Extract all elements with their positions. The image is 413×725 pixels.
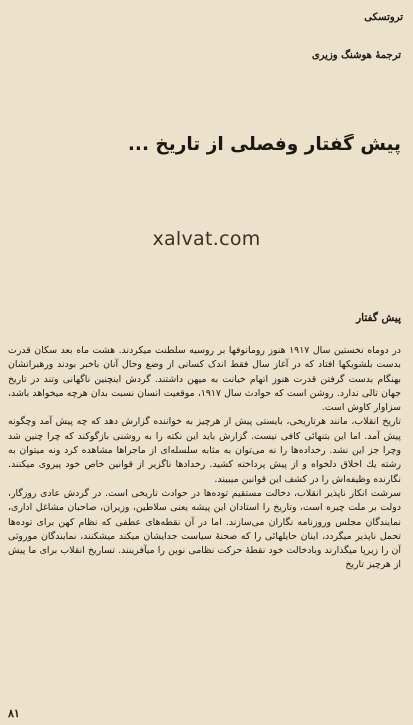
chapter-title: پیش گفتار وفصلی از تاریخ ... bbox=[127, 134, 401, 155]
section-heading: پیش گفتار bbox=[356, 312, 401, 324]
author-name: تروتسکی bbox=[364, 12, 403, 23]
watermark: xalvat.com bbox=[152, 228, 261, 250]
translator-credit: ترجمهٔ هوشنگ وزیری bbox=[311, 50, 401, 61]
page-number: ۸۱ bbox=[8, 707, 20, 720]
paragraph-2: تاریخ انقلاب، مانند هرتاریخی، بایستی پیش از هرچیز به خواننده گزارش دهد که چه پیش آمد وچگونه پیش آمد. اما این بتنهائی کافی نیست. گزارش باید این نکته را به روشنی بازگوکند که چرا چنین شد وچرا جز این نشد. رخداده‌ها را نه می‌توان به مثابه سلسله‌ای از ماجراها مشاهده کرد ونه میتوان به رشته یك اخلاق دلخواه و از پیش پرداخته کشید. رخدادها ناگزیر از قوانین خاص خود پیروی میکنند. نگارنده وظیفه‌اش را در کشف این قوانین میبیند. bbox=[8, 416, 401, 485]
paragraph-1: در دوماه نخستین سال ۱۹۱۷ هنوز رومانوفها بر روسیه سلطنت میکردند. هشت ماه بعد سکان قدرت بدست بلشویکها افتاد که در آغاز سال فقط اندک کسانی از وضع وحال آنان باخبر بودند ورهبرانشان بهنگام بدست گرفتن قدرت هنوز اتهام خیانت به میهن داشتند. گردش اینچنین ناگهانی وتند در تاریخ جهان تالی ندارد. روشن است که حوادث سال ۱۹۱۷، موقعیت انسان نسبت بدان هرچه میخواهد باشد، سزاوار کاوش است. bbox=[8, 345, 401, 414]
paragraph-3: سرشت انکار ناپذیر انقلاب، دخالت مستقیم توده‌ها در حوادث تاریخی است. در گردش عادی روزگار، دولت بر ملت چیره است، وتاریخ را استادان این پیشه یعنی سلاطین، وزیران، صاحبان مشاغل اداری، نمایندگان مجلس وروزنامه نگاران می‌سازند. اما در آن نقطه‌های عطفی که نظام کهن برای توده‌ها تحمل ناپذیر میگردد، اینان حایلهائی را که صحنهٔ سیاست جدایشان میکند میشکنند، نمایندگان موروثی آن را زیرپا میگذارند وبادخالت خود نقطهٔ حرکت نظامی نوین را میآفرینند. تساریخ انقلاب برای ما پیش از هرچیز تاریخ bbox=[8, 487, 401, 571]
body-text bbox=[8, 344, 401, 703]
